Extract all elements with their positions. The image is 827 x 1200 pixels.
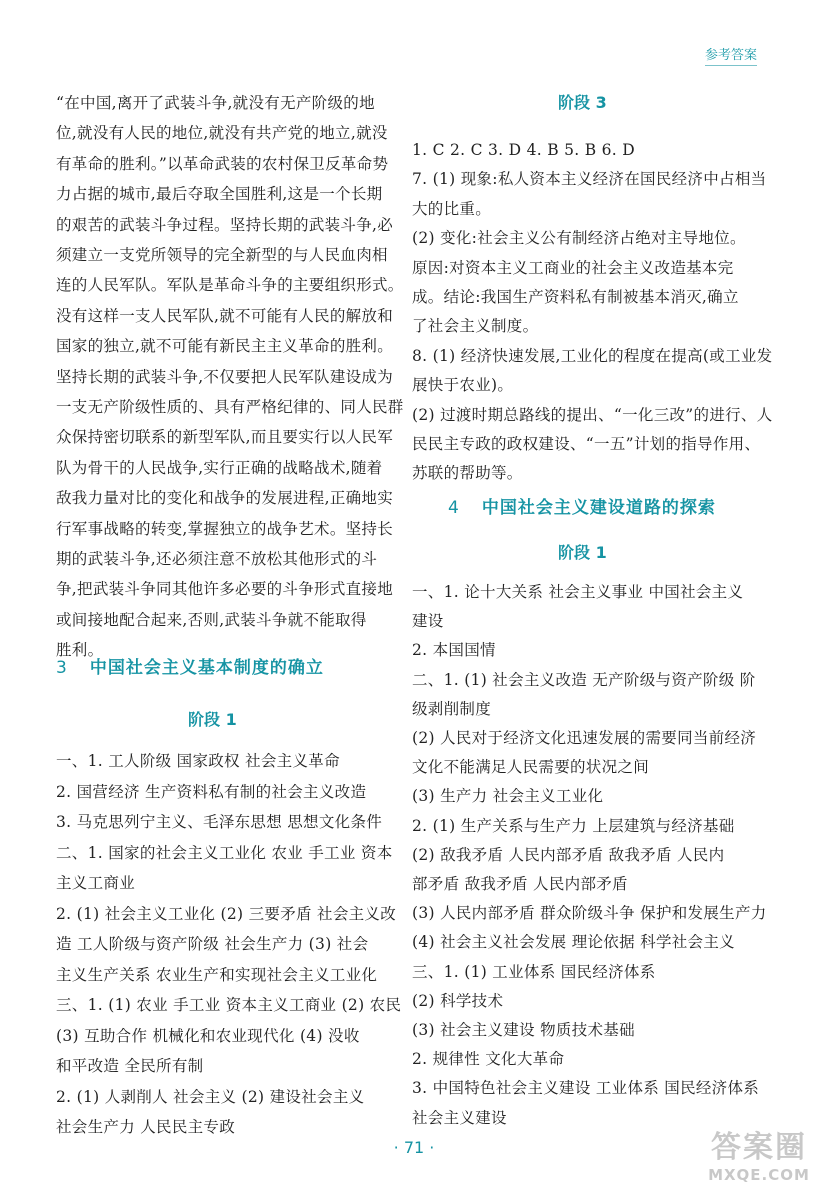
answer-line: 三、1. (1) 农业 手工业 资本主义工商业 (2) 农民 [56, 996, 402, 1014]
answer-line: (3) 社会主义建设 物质技术基础 [412, 1021, 635, 1039]
answer-line: 部矛盾 敌我矛盾 人民内部矛盾 [412, 875, 628, 893]
chapter-title: 中国社会主义建设道路的探索 [481, 498, 716, 518]
essay-text-line: 众保持密切联系的新型军队,而且要实行以人民军 [56, 428, 394, 447]
answer-line: (2) 敌我矛盾 人民内部矛盾 敌我矛盾 人民内 [412, 845, 725, 864]
chapter-title: 中国社会主义基本制度的确立 [89, 658, 324, 678]
answer-line: 和平改造 全民所有制 [56, 1057, 204, 1075]
essay-text-line: 期的武装斗争,还必须注意不放松其他形式的斗 [56, 550, 378, 568]
answer-line: 一、1. 工人阶级 国家政权 社会主义革命 [56, 752, 340, 770]
answer-line: (3) 互助合作 机械化和农业现代化 (4) 没收 [56, 1026, 360, 1045]
answer-line: 了社会主义制度。 [412, 317, 539, 336]
essay-text-line: 的艰苦的武装斗争过程。坚持长期的武装斗争,必 [56, 215, 394, 234]
answer-line: 大的比重。 [412, 199, 492, 218]
essay-text-line: 坚持长期的武装斗争,不仅要把人民军队建设成为 [56, 367, 394, 386]
answer-line: 二、1. 国家的社会主义工业化 农业 手工业 资本 [56, 843, 393, 862]
chapter-number: 3 [56, 658, 68, 678]
watermark-logo-text: 答案圈 [711, 1130, 807, 1165]
answer-line: (3) 人民内部矛盾 群众阶级斗争 保护和发展生产力 [412, 904, 767, 923]
essay-text-line: 没有这样一支人民军队,就不可能有人民的解放和 [56, 306, 394, 325]
essay-text-line: 胜利。 [56, 641, 104, 660]
answer-line: 2. (1) 人剥削人 社会主义 (2) 建设社会主义 [56, 1087, 365, 1106]
answer-line: 2. 国营经济 生产资料私有制的社会主义改造 [56, 782, 367, 801]
answer-line: 1. C 2. C 3. D 4. B 5. B 6. D [412, 141, 635, 159]
answer-line: 8. (1) 经济快速发展,工业化的程度在提高(或工业发 [412, 346, 773, 365]
answer-line: (2) 科学技术 [412, 991, 504, 1010]
answer-line: 主义工商业 [56, 874, 136, 892]
answer-line: 苏联的帮助等。 [412, 464, 523, 483]
page-number: · 71 · [393, 1138, 435, 1157]
stage-3-heading: 阶段 3 [558, 93, 607, 112]
answer-line: 2. (1) 生产关系与生产力 上层建筑与经济基础 [412, 816, 735, 835]
answer-line: 民民主专政的政权建设、“一五”计划的指导作用、 [412, 435, 761, 453]
answer-line: (4) 社会主义社会发展 理论依据 科学社会主义 [412, 933, 735, 952]
answer-line: (2) 人民对于经济文化迅速发展的需要同当前经济 [412, 729, 757, 747]
essay-text-line: 力占据的城市,最后夺取全国胜利,这是一个长期 [56, 185, 383, 204]
answer-line: 文化不能满足人民需要的状况之间 [412, 758, 650, 777]
answer-line: 级剥削制度 [412, 699, 492, 718]
answer-line: 展快于农业)。 [412, 376, 514, 395]
essay-text-line: 或间接地配合起来,否则,武装斗争就不能取得 [56, 610, 367, 629]
essay-text-line: 须建立一支党所领导的完全新型的与人民血肉相 [56, 246, 388, 264]
site-watermark [701, 1130, 817, 1192]
answer-line: (3) 生产力 社会主义工业化 [412, 787, 604, 806]
stage-1-heading: 阶段 1 [188, 710, 237, 729]
essay-text-line: 争,把武装斗争同其他许多必要的斗争形式直接地 [56, 580, 394, 599]
answer-line: 造 工人阶级与资产阶级 社会生产力 (3) 社会 [56, 935, 369, 953]
answer-line: 主义生产关系 农业生产和实现社会主义工业化 [56, 965, 378, 984]
answer-line: 2. (1) 社会主义工业化 (2) 三要矛盾 社会主义改 [56, 904, 397, 923]
answer-line: (2) 过渡时期总路线的提出、“一化三改”的进行、人 [412, 405, 773, 424]
answer-line: 成。结论:我国生产资料私有制被基本消灭,确立 [412, 288, 739, 306]
chapter-number: 4 [448, 498, 460, 518]
essay-text-line: 连的人民军队。军队是革命斗争的主要组织形式。 [56, 276, 404, 295]
answer-line: 二、1. (1) 社会主义改造 无产阶级与资产阶级 阶 [412, 670, 756, 689]
answer-line: 三、1. (1) 工业体系 国民经济体系 [412, 962, 656, 981]
stage-1-heading: 阶段 1 [558, 543, 607, 562]
answer-line: 社会主义建设 [412, 1108, 507, 1127]
answer-line: 2. 规律性 文化大革命 [412, 1050, 565, 1069]
answer-line: 3. 马克思列宁主义、毛泽东思想 思想文化条件 [56, 813, 383, 831]
essay-text-line: 国家的独立,就不可能有新民主主义革命的胜利。 [56, 337, 394, 356]
essay-text-line: 有革命的胜利。”以革命武装的农村保卫反革命势 [56, 154, 389, 173]
answer-line: 建设 [412, 612, 444, 631]
answer-line: 一、1. 论十大关系 社会主义事业 中国社会主义 [412, 583, 744, 601]
answer-line: (2) 变化:社会主义公有制经济占绝对主导地位。 [412, 229, 746, 248]
essay-text-line: 位,就没有人民的地位,就没有共产党的地立,就没 [56, 124, 388, 143]
chapter-3-heading [56, 653, 324, 678]
essay-text-line: 敌我力量对比的变化和战争的发展进程,正确地实 [56, 489, 394, 508]
essay-text-line: 队为骨干的人民战争,实行正确的战略战术,随着 [56, 458, 383, 477]
answer-line: 原因:对资本主义工商业的社会主义改造基本完 [412, 258, 734, 277]
essay-text-line: 行军事战略的转变,掌握独立的战争艺术。坚持长 [56, 519, 394, 538]
essay-text-line: “在中国,离开了武装斗争,就没有无产阶级的地 [56, 94, 375, 112]
reference-answers-tag: 参考答案 [705, 44, 757, 66]
watermark-url: MXQE.COM [708, 1166, 810, 1184]
answer-line: 社会生产力 人民民主专政 [56, 1118, 236, 1136]
answer-line: 7. (1) 现象:私人资本主义经济在国民经济中占相当 [412, 170, 767, 189]
answer-line: 2. 本国国情 [412, 641, 496, 660]
essay-text-line: 一支无产阶级性质的、具有严格纪律的、同人民群 [56, 398, 404, 416]
chapter-4-heading [448, 493, 716, 518]
answer-line: 3. 中国特色社会主义建设 工业体系 国民经济体系 [412, 1079, 760, 1098]
